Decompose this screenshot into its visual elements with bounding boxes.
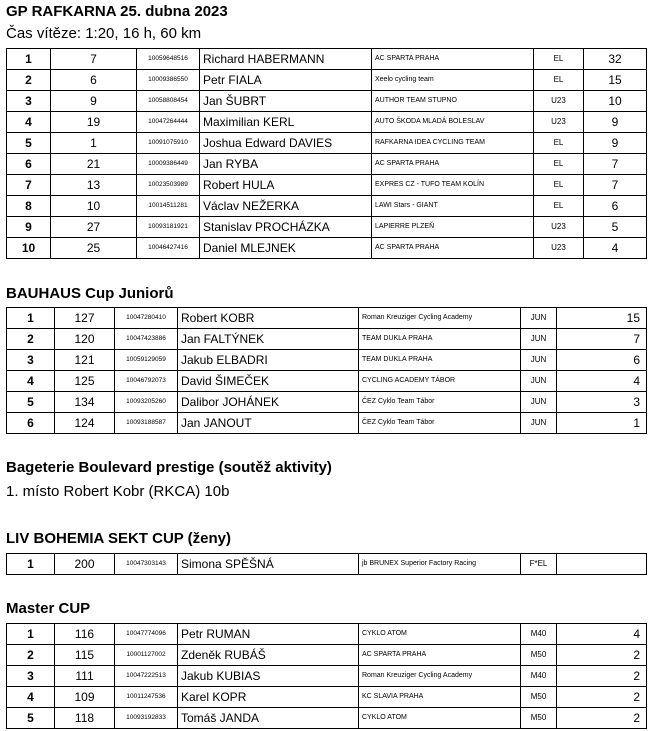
- bauhaus-title: BAUHAUS Cup Juniorů: [6, 285, 174, 302]
- uci-id-cell: 10093181921: [137, 217, 200, 238]
- points-cell: 3: [557, 392, 647, 413]
- team-cell: AUTO ŠKODA MLADÁ BOLESLAV: [372, 112, 534, 133]
- start-number-cell: 125: [55, 371, 115, 392]
- uci-id-cell: 10093192833: [115, 708, 178, 729]
- start-number-cell: 9: [51, 91, 137, 112]
- bageterie-winner-text: 1. místo Robert Kobr (RKCA) 10b: [6, 483, 230, 500]
- rider-name-cell: Tomáš JANDA: [178, 708, 359, 729]
- position-cell: 3: [7, 666, 55, 687]
- position-cell: 1: [7, 49, 51, 70]
- uci-id-cell: 10047303143: [115, 554, 178, 575]
- start-number-cell: 6: [51, 70, 137, 91]
- rider-name-cell: Robert KOBR: [178, 308, 359, 329]
- category-cell: EL: [534, 133, 584, 154]
- rider-name-cell: Jan JANOUT: [178, 413, 359, 434]
- points-cell: 4: [584, 238, 647, 259]
- start-number-cell: 124: [55, 413, 115, 434]
- table-row: [7, 308, 647, 329]
- uci-id-cell: 10093188587: [115, 413, 178, 434]
- team-cell: TEAM DUKLA PRAHA: [359, 329, 521, 350]
- position-cell: 6: [7, 154, 51, 175]
- bageterie-title: Bageterie Boulevard prestige (soutěž aktivity): [6, 459, 332, 476]
- uci-id-cell: 10009386550: [137, 70, 200, 91]
- points-cell: 1: [557, 413, 647, 434]
- position-cell: 1: [7, 624, 55, 645]
- points-cell: 5: [584, 217, 647, 238]
- start-number-cell: 10: [51, 196, 137, 217]
- uci-id-cell: 10047264444: [137, 112, 200, 133]
- uci-id-cell: 10011247536: [115, 687, 178, 708]
- category-cell: JUN: [521, 308, 557, 329]
- team-cell: Roman Kreuziger Cycling Academy: [359, 308, 521, 329]
- category-cell: EL: [534, 49, 584, 70]
- rider-name-cell: Zdeněk RUBÁŠ: [178, 645, 359, 666]
- category-cell: U23: [534, 91, 584, 112]
- points-cell: [557, 554, 647, 575]
- points-cell: 4: [557, 624, 647, 645]
- table-row: [7, 687, 647, 708]
- start-number-cell: 127: [55, 308, 115, 329]
- team-cell: AC SPARTA PRAHA: [372, 49, 534, 70]
- rider-name-cell: Maximilian KERL: [200, 112, 372, 133]
- category-cell: U23: [534, 112, 584, 133]
- table-row: [7, 217, 647, 238]
- team-cell: AC SPARTA PRAHA: [372, 238, 534, 259]
- rider-name-cell: Karel KOPR: [178, 687, 359, 708]
- table-row: [7, 112, 647, 133]
- category-cell: JUN: [521, 371, 557, 392]
- position-cell: 5: [7, 392, 55, 413]
- start-number-cell: 25: [51, 238, 137, 259]
- start-number-cell: 200: [55, 554, 115, 575]
- team-cell: RAFKARNA IDEA CYCLING TEAM: [372, 133, 534, 154]
- uci-id-cell: 10059129059: [115, 350, 178, 371]
- start-number-cell: 13: [51, 175, 137, 196]
- team-cell: KC SLAVIA PRAHA: [359, 687, 521, 708]
- position-cell: 6: [7, 413, 55, 434]
- liv-title: LIV BOHEMIA SEKT CUP (ženy): [6, 530, 232, 547]
- start-number-cell: 120: [55, 329, 115, 350]
- uci-id-cell: 10091075910: [137, 133, 200, 154]
- points-cell: 2: [557, 645, 647, 666]
- points-cell: 7: [584, 154, 647, 175]
- start-number-cell: 1: [51, 133, 137, 154]
- team-cell: Xeelo cycling team: [372, 70, 534, 91]
- rider-name-cell: Jan ŠUBRT: [200, 91, 372, 112]
- team-cell: ČEZ Cyklo Team Tábor: [359, 413, 521, 434]
- start-number-cell: 27: [51, 217, 137, 238]
- category-cell: F*EL: [521, 554, 557, 575]
- category-cell: JUN: [521, 329, 557, 350]
- start-number-cell: 21: [51, 154, 137, 175]
- team-cell: CYCLING ACADEMY TÁBOR: [359, 371, 521, 392]
- start-number-cell: 7: [51, 49, 137, 70]
- category-cell: U23: [534, 217, 584, 238]
- points-cell: 10: [584, 91, 647, 112]
- table-row: [7, 91, 647, 112]
- position-cell: 3: [7, 350, 55, 371]
- liv-results-table: [6, 553, 647, 575]
- table-row: [7, 371, 647, 392]
- uci-id-cell: 10023503989: [137, 175, 200, 196]
- position-cell: 2: [7, 329, 55, 350]
- position-cell: 10: [7, 238, 51, 259]
- rider-name-cell: Dalibor JOHÁNEK: [178, 392, 359, 413]
- uci-id-cell: 10009386449: [137, 154, 200, 175]
- points-cell: 2: [557, 666, 647, 687]
- category-cell: EL: [534, 196, 584, 217]
- table-row: [7, 175, 647, 196]
- category-cell: U23: [534, 238, 584, 259]
- start-number-cell: 121: [55, 350, 115, 371]
- uci-id-cell: 10047423886: [115, 329, 178, 350]
- position-cell: 4: [7, 371, 55, 392]
- rider-name-cell: Václav NEŽERKA: [200, 196, 372, 217]
- start-number-cell: 115: [55, 645, 115, 666]
- table-row: [7, 554, 647, 575]
- position-cell: 9: [7, 217, 51, 238]
- rider-name-cell: Joshua Edward DAVIES: [200, 133, 372, 154]
- points-cell: 6: [557, 350, 647, 371]
- team-cell: AC SPARTA PRAHA: [372, 154, 534, 175]
- uci-id-cell: 10046792073: [115, 371, 178, 392]
- uci-id-cell: 10058808454: [137, 91, 200, 112]
- bauhaus-results-table: [6, 307, 647, 434]
- position-cell: 2: [7, 70, 51, 91]
- master-results-table: [6, 623, 647, 729]
- position-cell: 4: [7, 687, 55, 708]
- table-row: [7, 196, 647, 217]
- table-row: [7, 238, 647, 259]
- position-cell: 7: [7, 175, 51, 196]
- table-row: [7, 624, 647, 645]
- points-cell: 7: [557, 329, 647, 350]
- category-cell: JUN: [521, 392, 557, 413]
- table-row: [7, 154, 647, 175]
- start-number-cell: 19: [51, 112, 137, 133]
- team-cell: LAWI Stars - GIANT: [372, 196, 534, 217]
- rider-name-cell: Petr RUMAN: [178, 624, 359, 645]
- rider-name-cell: Daniel MLEJNEK: [200, 238, 372, 259]
- category-cell: M40: [521, 624, 557, 645]
- category-cell: M50: [521, 687, 557, 708]
- rider-name-cell: Robert HULA: [200, 175, 372, 196]
- position-cell: 1: [7, 554, 55, 575]
- position-cell: 4: [7, 112, 51, 133]
- rider-name-cell: Jan FALTÝNEK: [178, 329, 359, 350]
- category-cell: M50: [521, 645, 557, 666]
- position-cell: 2: [7, 645, 55, 666]
- rider-name-cell: David ŠIMEČEK: [178, 371, 359, 392]
- category-cell: EL: [534, 175, 584, 196]
- points-cell: 6: [584, 196, 647, 217]
- uci-id-cell: 10001127002: [115, 645, 178, 666]
- uci-id-cell: 10047222513: [115, 666, 178, 687]
- position-cell: 5: [7, 708, 55, 729]
- points-cell: 4: [557, 371, 647, 392]
- team-cell: AC SPARTA PRAHA: [359, 645, 521, 666]
- category-cell: EL: [534, 154, 584, 175]
- category-cell: JUN: [521, 413, 557, 434]
- team-cell: Roman Kreuziger Cycling Academy: [359, 666, 521, 687]
- table-row: [7, 49, 647, 70]
- points-cell: 2: [557, 708, 647, 729]
- table-row: [7, 666, 647, 687]
- position-cell: 1: [7, 308, 55, 329]
- team-cell: CYKLO ATOM: [359, 624, 521, 645]
- position-cell: 8: [7, 196, 51, 217]
- uci-id-cell: 10046427416: [137, 238, 200, 259]
- table-row: [7, 70, 647, 91]
- points-cell: 9: [584, 133, 647, 154]
- team-cell: CYKLO ATOM: [359, 708, 521, 729]
- table-row: [7, 413, 647, 434]
- points-cell: 2: [557, 687, 647, 708]
- position-cell: 5: [7, 133, 51, 154]
- rider-name-cell: Richard HABERMANN: [200, 49, 372, 70]
- rider-name-cell: Jan RYBA: [200, 154, 372, 175]
- start-number-cell: 134: [55, 392, 115, 413]
- table-row: [7, 645, 647, 666]
- team-cell: jb BRUNEX Superior Factory Racing: [359, 554, 521, 575]
- rider-name-cell: Jakub ELBADRI: [178, 350, 359, 371]
- uci-id-cell: 10047774096: [115, 624, 178, 645]
- table-row: [7, 708, 647, 729]
- points-cell: 15: [557, 308, 647, 329]
- team-cell: AUTHOR TEAM STUPNO: [372, 91, 534, 112]
- start-number-cell: 116: [55, 624, 115, 645]
- rider-name-cell: Stanislav PROCHÁZKA: [200, 217, 372, 238]
- category-cell: M40: [521, 666, 557, 687]
- rider-name-cell: Jakub KUBIAS: [178, 666, 359, 687]
- master-title: Master CUP: [6, 600, 91, 617]
- start-number-cell: 118: [55, 708, 115, 729]
- uci-id-cell: 10059648516: [137, 49, 200, 70]
- category-cell: EL: [534, 70, 584, 91]
- table-row: [7, 350, 647, 371]
- table-row: [7, 392, 647, 413]
- table-row: [7, 329, 647, 350]
- gp-results-table: [6, 48, 647, 259]
- gp-subtitle: Čas vítěze: 1:20, 16 h, 60 km: [6, 25, 202, 42]
- position-cell: 3: [7, 91, 51, 112]
- team-cell: ČEZ Cyklo Team Tábor: [359, 392, 521, 413]
- uci-id-cell: 10014511281: [137, 196, 200, 217]
- category-cell: JUN: [521, 350, 557, 371]
- uci-id-cell: 10047280410: [115, 308, 178, 329]
- start-number-cell: 111: [55, 666, 115, 687]
- rider-name-cell: Simona SPĚŠNÁ: [178, 554, 359, 575]
- table-row: [7, 133, 647, 154]
- uci-id-cell: 10093205260: [115, 392, 178, 413]
- points-cell: 9: [584, 112, 647, 133]
- team-cell: TEAM DUKLA PRAHA: [359, 350, 521, 371]
- gp-title: GP RAFKARNA 25. dubna 2023: [6, 3, 228, 20]
- points-cell: 15: [584, 70, 647, 91]
- category-cell: M50: [521, 708, 557, 729]
- points-cell: 7: [584, 175, 647, 196]
- team-cell: LAPIERRE PLZEŇ: [372, 217, 534, 238]
- points-cell: 32: [584, 49, 647, 70]
- rider-name-cell: Petr FIALA: [200, 70, 372, 91]
- start-number-cell: 109: [55, 687, 115, 708]
- team-cell: EXPRES CZ - TUFO TEAM KOLÍN: [372, 175, 534, 196]
